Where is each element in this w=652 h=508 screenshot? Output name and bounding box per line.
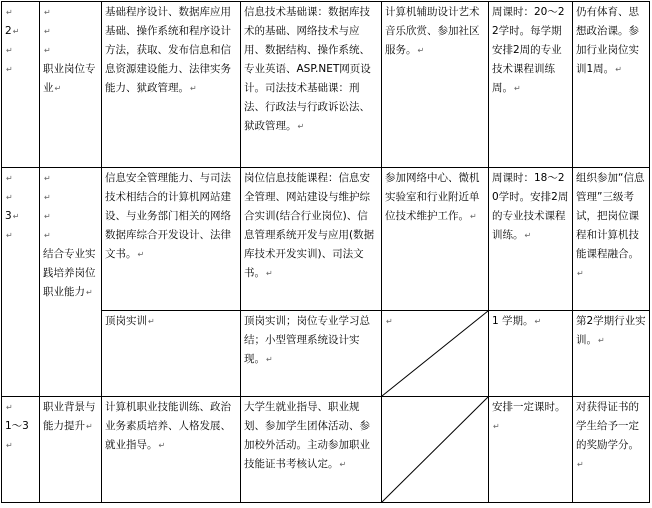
courses-text: 顶岗实训；岗位专业学习总结；小型管理系统设计实现。 <box>244 315 370 365</box>
category-cell: ↵ ↵ ↵ 职业岗位专业↵ <box>40 2 102 168</box>
category-text: 结合专业实践培养岗位职业能力 <box>43 248 96 298</box>
diagonal-line <box>382 311 488 396</box>
table-row <box>2 2 650 168</box>
ability-cell: 顶岗实训↵ <box>102 311 241 397</box>
category-text: 职业背景与能力提升 <box>43 401 96 432</box>
notes-text: 第2学期行业实训。 <box>576 315 646 346</box>
notes-text: 仍有体育、思想政治课。参加行业岗位实训1周。 <box>576 6 639 75</box>
ability-cell: 基础程序设计、数据库应用基础、操作系统和程序设计方法，获取、发布信息和信息资源建设能力、法律实务能力、狱政管理。↵ <box>102 2 241 168</box>
hours-text: 1 学期。 <box>492 315 534 327</box>
notes-cell: 对获得证书的学生给予一定的奖励学分。↵ <box>573 397 650 503</box>
stage-number-cell: ↵ ↵ 3↵ ↵ <box>2 168 40 397</box>
ability-text: 计算机职业技能训练、政治业务素质培养、人格发展、就业指导。 <box>105 401 231 451</box>
hours-text: 周课时：20～22学时。每学期安排2周的专业技术课程训练周。 <box>492 6 565 94</box>
table-row <box>2 397 650 503</box>
category-text: 职业岗位专业 <box>43 63 96 94</box>
ability-cell: 信息安全管理能力、与司法技术相结合的计算机网站建设、与业务部门相关的网络数据库综合开发设计、法律文书。↵ <box>102 168 241 311</box>
practice-cell-empty <box>382 397 489 503</box>
stage-number: 2 <box>5 25 12 37</box>
curriculum-table <box>1 1 650 503</box>
ability-cell: 计算机职业技能训练、政治业务素质培养、人格发展、就业指导。↵ <box>102 397 241 503</box>
hours-cell: 周课时：18～20学时。安排2周的专业技术课程训练。↵ <box>489 168 573 311</box>
hours-text: 安排一定课时。 <box>492 401 566 413</box>
practice-text: 计算机辅助设计艺术音乐欣赏、参加社区服务。 <box>385 6 480 56</box>
practice-cell-empty: ↵ <box>382 311 489 397</box>
notes-cell: 仍有体育、思想政治课。参加行业岗位实训1周。↵ <box>573 2 650 168</box>
practice-cell: 计算机辅助设计艺术音乐欣赏、参加社区服务。↵ <box>382 2 489 168</box>
courses-cell: 顶岗实训；岗位专业学习总结；小型管理系统设计实现。↵ <box>241 311 382 397</box>
notes-cell: 组织参加“信息管理”三级考试，把岗位课程和计算机技能课程融合。↵ <box>573 168 650 311</box>
courses-text: 岗位信息技能课程：信息安全管理、网站建设与维护综合实训(结合行业岗位)、信息管理系统开发与应用(数据库技术开发实训)、司法文书。 <box>244 172 375 279</box>
category-cell: ↵ ↵ ↵ ↵ 结合专业实践培养岗位职业能力↵ <box>40 168 102 397</box>
ability-text: 顶岗实训 <box>105 315 147 327</box>
table-row <box>2 168 650 311</box>
stage-number: 3 <box>5 210 12 222</box>
hours-text: 周课时：18～20学时。安排2周的专业技术课程训练。 <box>492 172 569 241</box>
ability-text: 信息安全管理能力、与司法技术相结合的计算机网站建设、与业务部门相关的网络数据库综合开发设计、法律文书。 <box>105 172 231 260</box>
courses-text: 信息技术基础课：数据库技术的基础、网络技术与应用、数据结构、操作系统、专业英语、ASP.NET网页设计。司法技术基础课：刑法、行政法与行政诉讼法、狱政管理。 <box>244 6 371 132</box>
hours-cell: 1 学期。↵ <box>489 311 573 397</box>
hours-cell: 周课时：20～22学时。每学期安排2周的专业技术课程训练周。↵ <box>489 2 573 168</box>
courses-text: 大学生就业指导、职业规划、参加学生团体活动、参加校外活动。主动参加职业技能证书考核认定。 <box>244 401 370 470</box>
notes-text: 对获得证书的学生给予一定的奖励学分。 <box>576 401 639 451</box>
practice-text: 参加网络中心、微机实验室和行业附近单位技术维护工作。 <box>385 172 480 222</box>
notes-cell: 第2学期行业实训。↵ <box>573 311 650 397</box>
notes-text: 组织参加“信息管理”三级考试，把岗位课程和计算机技能课程融合。 <box>576 172 645 260</box>
category-cell: 职业背景与能力提升↵ <box>40 397 102 503</box>
ability-text: 基础程序设计、数据库应用基础、操作系统和程序设计方法，获取、发布信息和信息资源建设能力、法律实务能力、狱政管理。 <box>105 6 231 94</box>
courses-cell: 大学生就业指导、职业规划、参加学生团体活动、参加校外活动。主动参加职业技能证书考核认定。↵ <box>241 397 382 503</box>
courses-cell: 信息技术基础课：数据库技术的基础、网络技术与应用、数据结构、操作系统、专业英语、ASP.NET网页设计。司法技术基础课：刑法、行政法与行政诉讼法、狱政管理。↵ <box>241 2 382 168</box>
hours-cell: 安排一定课时。↵ <box>489 397 573 503</box>
stage-number-cell: ↵ 1～3↵ <box>2 397 40 503</box>
stage-number-cell: ↵ 2↵ ↵ ↵ <box>2 2 40 168</box>
practice-cell: 参加网络中心、微机实验室和行业附近单位技术维护工作。↵ <box>382 168 489 311</box>
diagonal-line <box>382 397 488 502</box>
stage-number: 1～3 <box>5 420 29 432</box>
courses-cell: 岗位信息技能课程：信息安全管理、网站建设与维护综合实训(结合行业岗位)、信息管理系统开发与应用(数据库技术开发实训)、司法文书。↵ <box>241 168 382 311</box>
